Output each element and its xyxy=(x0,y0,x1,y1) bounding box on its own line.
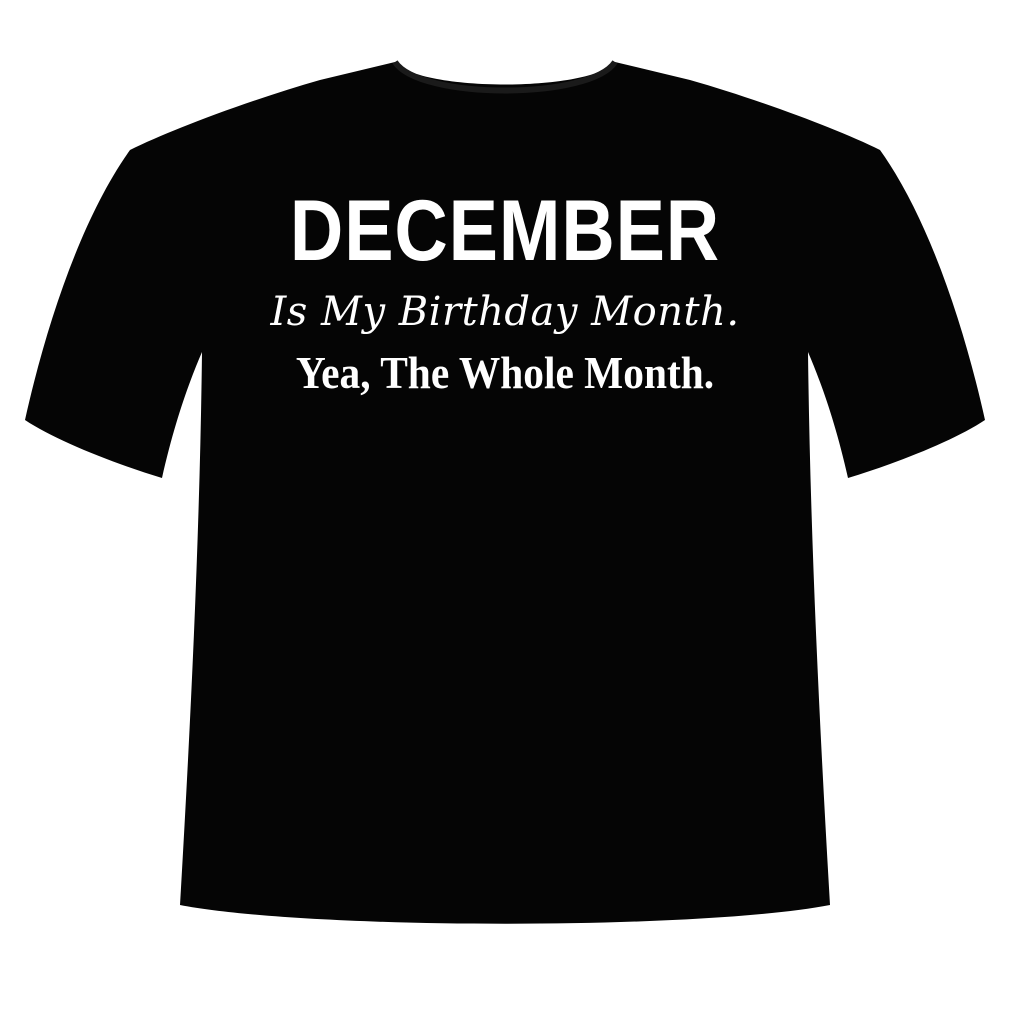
design-subtitle: Is My Birthday Month. xyxy=(270,289,740,335)
design-title: DECEMBER xyxy=(289,183,721,279)
design-tagline: Yea, The Whole Month. xyxy=(295,347,715,398)
